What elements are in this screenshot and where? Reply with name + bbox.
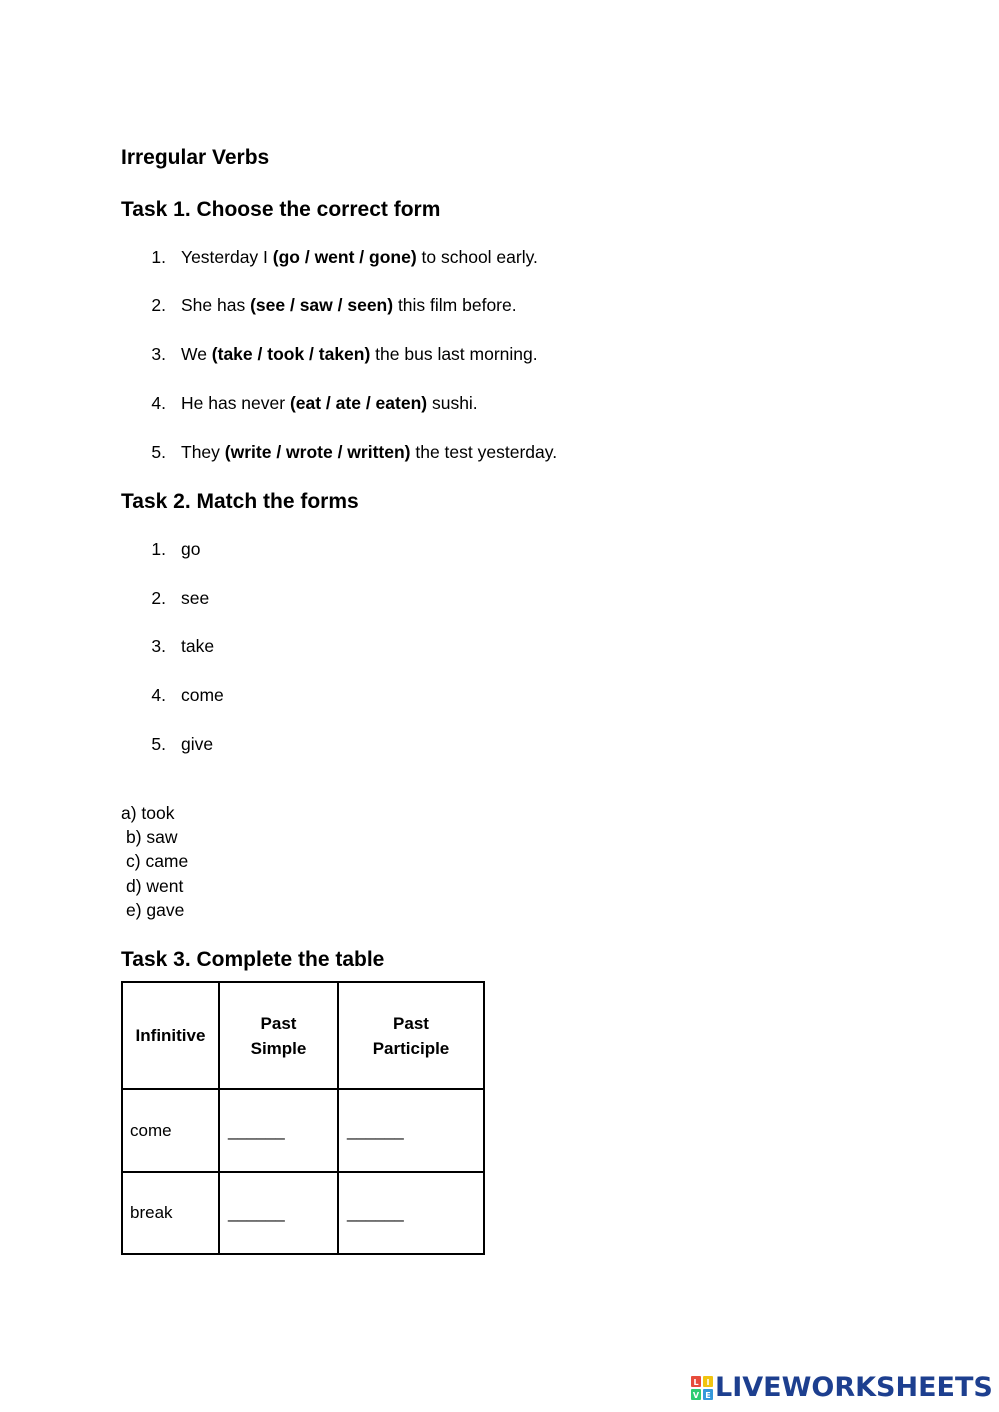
- task1-item-4-options: (eat / ate / eaten): [289, 393, 428, 413]
- task1-item-3-number: 3.: [151, 344, 166, 364]
- task2-option-b: b) saw: [126, 827, 178, 847]
- liveworksheets-logo: [691, 1374, 993, 1402]
- task1-item-3-post: the bus last morning.: [370, 344, 538, 364]
- row2-infinitive: break: [122, 1172, 219, 1254]
- task1-item-2-pre: She has: [181, 295, 251, 315]
- header-past-simple: [219, 982, 338, 1089]
- table-row: [122, 1172, 484, 1254]
- logo-letter-v: V: [692, 1391, 700, 1400]
- verb-table: [121, 981, 485, 1255]
- task1-item-5-options: (write / wrote / written): [224, 442, 411, 462]
- task2-item-5: give: [181, 734, 214, 754]
- task1-item-5: [181, 442, 557, 463]
- task1-item-2: [181, 295, 517, 316]
- task2-item-1-number: 1.: [151, 539, 166, 559]
- task1-item-4-post: sushi.: [427, 393, 478, 413]
- header-past-participle-line1: Past: [393, 1013, 429, 1033]
- task2-option-c: c) came: [126, 851, 189, 871]
- header-infinitive-label: Infinitive: [135, 1026, 206, 1045]
- row1-past-participle-blank[interactable]: ______: [338, 1089, 484, 1172]
- logo-letter-i: I: [706, 1378, 710, 1387]
- task2-option-a: a) took: [121, 803, 175, 823]
- task2-item-5-number: 5.: [151, 734, 166, 754]
- task2-item-1: go: [181, 539, 201, 559]
- row1-past-simple-blank[interactable]: ______: [219, 1089, 338, 1172]
- task1-item-1-number: 1.: [151, 247, 166, 267]
- task1-item-5-post: the test yesterday.: [410, 442, 558, 462]
- worksheet-title: Irregular Verbs: [121, 146, 270, 169]
- task2-item-2-number: 2.: [151, 588, 166, 608]
- task1-item-4: [181, 393, 478, 414]
- task1-item-1: [181, 247, 538, 268]
- task2-item-4: come: [181, 685, 224, 705]
- task1-item-2-options: (see / saw / seen): [250, 295, 394, 315]
- task2-item-3-number: 3.: [151, 636, 166, 656]
- liveworksheets-logo-text: LIVEWORKSHEETS: [715, 1372, 993, 1403]
- task2-item-4-number: 4.: [151, 685, 166, 705]
- task2-heading: Task 2. Match the forms: [121, 490, 359, 513]
- logo-letter-l: L: [693, 1378, 699, 1387]
- task2-item-2: see: [181, 588, 210, 608]
- task1-item-3: [181, 344, 538, 365]
- task1-item-4-pre: He has never: [181, 393, 290, 413]
- task3-heading: Task 3. Complete the table: [121, 948, 385, 971]
- row2-past-simple-blank[interactable]: ______: [219, 1172, 338, 1254]
- task1-item-1-options: (go / went / gone): [272, 247, 417, 267]
- header-past-participle: [338, 982, 484, 1089]
- table-row: [122, 1089, 484, 1172]
- task1-item-1-post: to school early.: [416, 247, 538, 267]
- task2-option-e: e) gave: [126, 900, 185, 920]
- header-past-participle-line2: Participle: [372, 1038, 450, 1058]
- logo-letter-e: E: [705, 1391, 711, 1400]
- row1-infinitive: come: [122, 1089, 219, 1172]
- header-infinitive: [122, 982, 219, 1089]
- task1-item-1-pre: Yesterday I: [181, 247, 273, 267]
- task1-item-3-pre: We: [181, 344, 212, 364]
- task1-item-2-post: this film before.: [393, 295, 517, 315]
- verb-table-header-row: [122, 982, 484, 1089]
- task1-item-3-options: (take / took / taken): [211, 344, 371, 364]
- header-past-simple-line2: Simple: [250, 1038, 307, 1058]
- task1-item-5-number: 5.: [151, 442, 166, 462]
- task2-option-d: d) went: [126, 876, 184, 896]
- task2-item-3: take: [181, 636, 215, 656]
- liveworksheets-logo-icon: [691, 1376, 713, 1400]
- task1-item-2-number: 2.: [151, 295, 166, 315]
- header-past-simple-line1: Past: [260, 1013, 297, 1033]
- task1-heading: Task 1. Choose the correct form: [121, 198, 441, 221]
- task1-item-5-pre: They: [181, 442, 225, 462]
- task1-item-4-number: 4.: [151, 393, 166, 413]
- row2-past-participle-blank[interactable]: ______: [338, 1172, 484, 1254]
